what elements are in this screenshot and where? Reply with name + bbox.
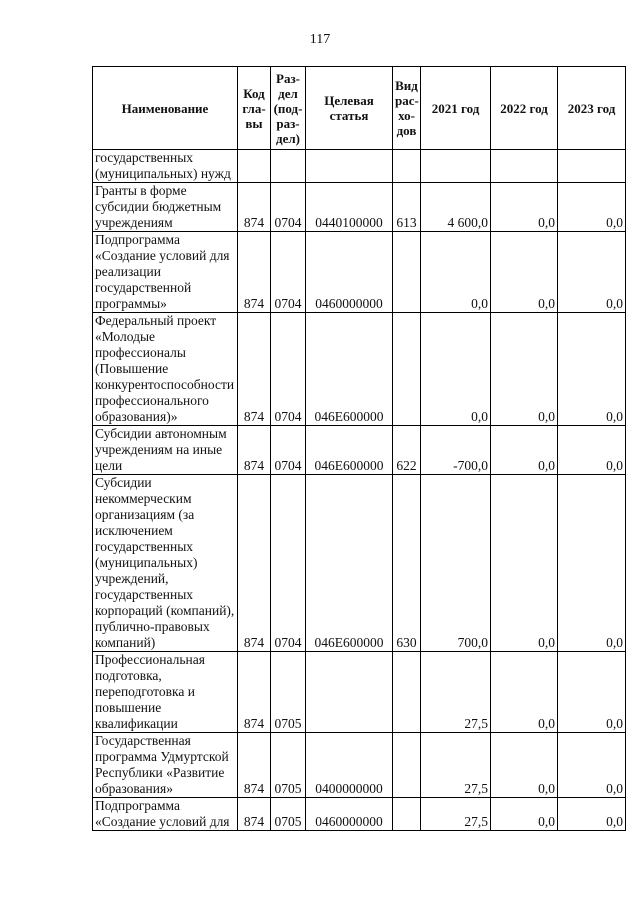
row-target	[306, 150, 393, 183]
row-section	[271, 150, 306, 183]
table-row	[93, 313, 626, 426]
row-2021: 700,0	[421, 475, 491, 652]
row-vid: 613	[393, 183, 421, 232]
row-code	[238, 150, 271, 183]
row-vid: 630	[393, 475, 421, 652]
table-row	[93, 426, 626, 475]
header-2022: 2022 год	[491, 67, 558, 150]
row-vid	[393, 733, 421, 798]
row-section: 0704	[271, 183, 306, 232]
row-section: 0704	[271, 475, 306, 652]
page-number: 117	[309, 32, 331, 47]
row-2023: 0,0	[558, 313, 626, 426]
row-section: 0705	[271, 733, 306, 798]
table-row	[93, 150, 626, 183]
row-section: 0704	[271, 313, 306, 426]
row-2021: 27,5	[421, 798, 491, 831]
row-target	[306, 652, 393, 733]
row-name: государственных (муниципальных) нужд	[93, 150, 238, 183]
row-vid	[393, 652, 421, 733]
row-2021: 0,0	[421, 313, 491, 426]
row-code: 874	[238, 426, 271, 475]
row-name: Государственная программа Удмуртской Республики «Развитие образования»	[93, 733, 238, 798]
row-name: Подпрограмма «Создание условий для	[93, 798, 238, 831]
row-code: 874	[238, 475, 271, 652]
row-2023: 0,0	[558, 733, 626, 798]
row-2021	[421, 150, 491, 183]
row-2022: 0,0	[491, 313, 558, 426]
row-2022	[491, 150, 558, 183]
row-2022: 0,0	[491, 475, 558, 652]
row-name: Субсидии автономным учреждениям на иные цели	[93, 426, 238, 475]
row-2022: 0,0	[491, 426, 558, 475]
row-code: 874	[238, 798, 271, 831]
row-section: 0705	[271, 798, 306, 831]
row-code: 874	[238, 232, 271, 313]
row-2022: 0,0	[491, 798, 558, 831]
row-target: 046E600000	[306, 313, 393, 426]
header-section: Раз- дел (под- раз- дел)	[271, 67, 306, 150]
row-vid	[393, 313, 421, 426]
row-2022: 0,0	[491, 232, 558, 313]
row-code: 874	[238, 733, 271, 798]
table-row	[93, 183, 626, 232]
row-2021: 27,5	[421, 652, 491, 733]
row-target: 046E600000	[306, 426, 393, 475]
row-2023: 0,0	[558, 183, 626, 232]
row-2023: 0,0	[558, 232, 626, 313]
row-2021: 0,0	[421, 232, 491, 313]
row-target: 0400000000	[306, 733, 393, 798]
row-name: Профессиональная подготовка, переподготовка и повышение квалификации	[93, 652, 238, 733]
header-target: Целевая статья	[306, 67, 393, 150]
header-name: Наименование	[93, 67, 238, 150]
row-vid	[393, 232, 421, 313]
row-name: Подпрограмма «Создание условий для реализации государственной программы»	[93, 232, 238, 313]
row-section: 0705	[271, 652, 306, 733]
row-name: Федеральный проект «Молодые профессионалы (Повышение конкурентоспособности профессионального образования)»	[93, 313, 238, 426]
row-code: 874	[238, 183, 271, 232]
table-row	[93, 798, 626, 831]
row-2021: 4 600,0	[421, 183, 491, 232]
row-2022: 0,0	[491, 183, 558, 232]
row-code: 874	[238, 652, 271, 733]
row-vid	[393, 798, 421, 831]
row-2022: 0,0	[491, 652, 558, 733]
header-2021: 2021 год	[421, 67, 491, 150]
row-2023: 0,0	[558, 798, 626, 831]
row-code: 874	[238, 313, 271, 426]
row-vid	[393, 150, 421, 183]
row-target: 0460000000	[306, 798, 393, 831]
row-2022: 0,0	[491, 733, 558, 798]
row-2021: -700,0	[421, 426, 491, 475]
row-section: 0704	[271, 426, 306, 475]
table-row	[93, 652, 626, 733]
row-target: 0440100000	[306, 183, 393, 232]
row-2023: 0,0	[558, 652, 626, 733]
header-2023: 2023 год	[558, 67, 626, 150]
table-row	[93, 733, 626, 798]
row-2023: 0,0	[558, 426, 626, 475]
row-2023: 0,0	[558, 475, 626, 652]
row-vid: 622	[393, 426, 421, 475]
row-target: 0460000000	[306, 232, 393, 313]
row-2021: 27,5	[421, 733, 491, 798]
table-row	[93, 232, 626, 313]
row-2023	[558, 150, 626, 183]
budget-table	[92, 66, 626, 831]
header-row	[93, 67, 626, 150]
row-name: Субсидии некоммерческим организациям (за исключением государственных (муниципальных) учреждений, государственных корпораций (компаний), публично-правовых компаний)	[93, 475, 238, 652]
row-name: Гранты в форме субсидии бюджетным учреждениям	[93, 183, 238, 232]
row-target: 046E600000	[306, 475, 393, 652]
header-code: Код гла- вы	[238, 67, 271, 150]
row-section: 0704	[271, 232, 306, 313]
header-vid: Вид рас- хо- дов	[393, 67, 421, 150]
table-row	[93, 475, 626, 652]
